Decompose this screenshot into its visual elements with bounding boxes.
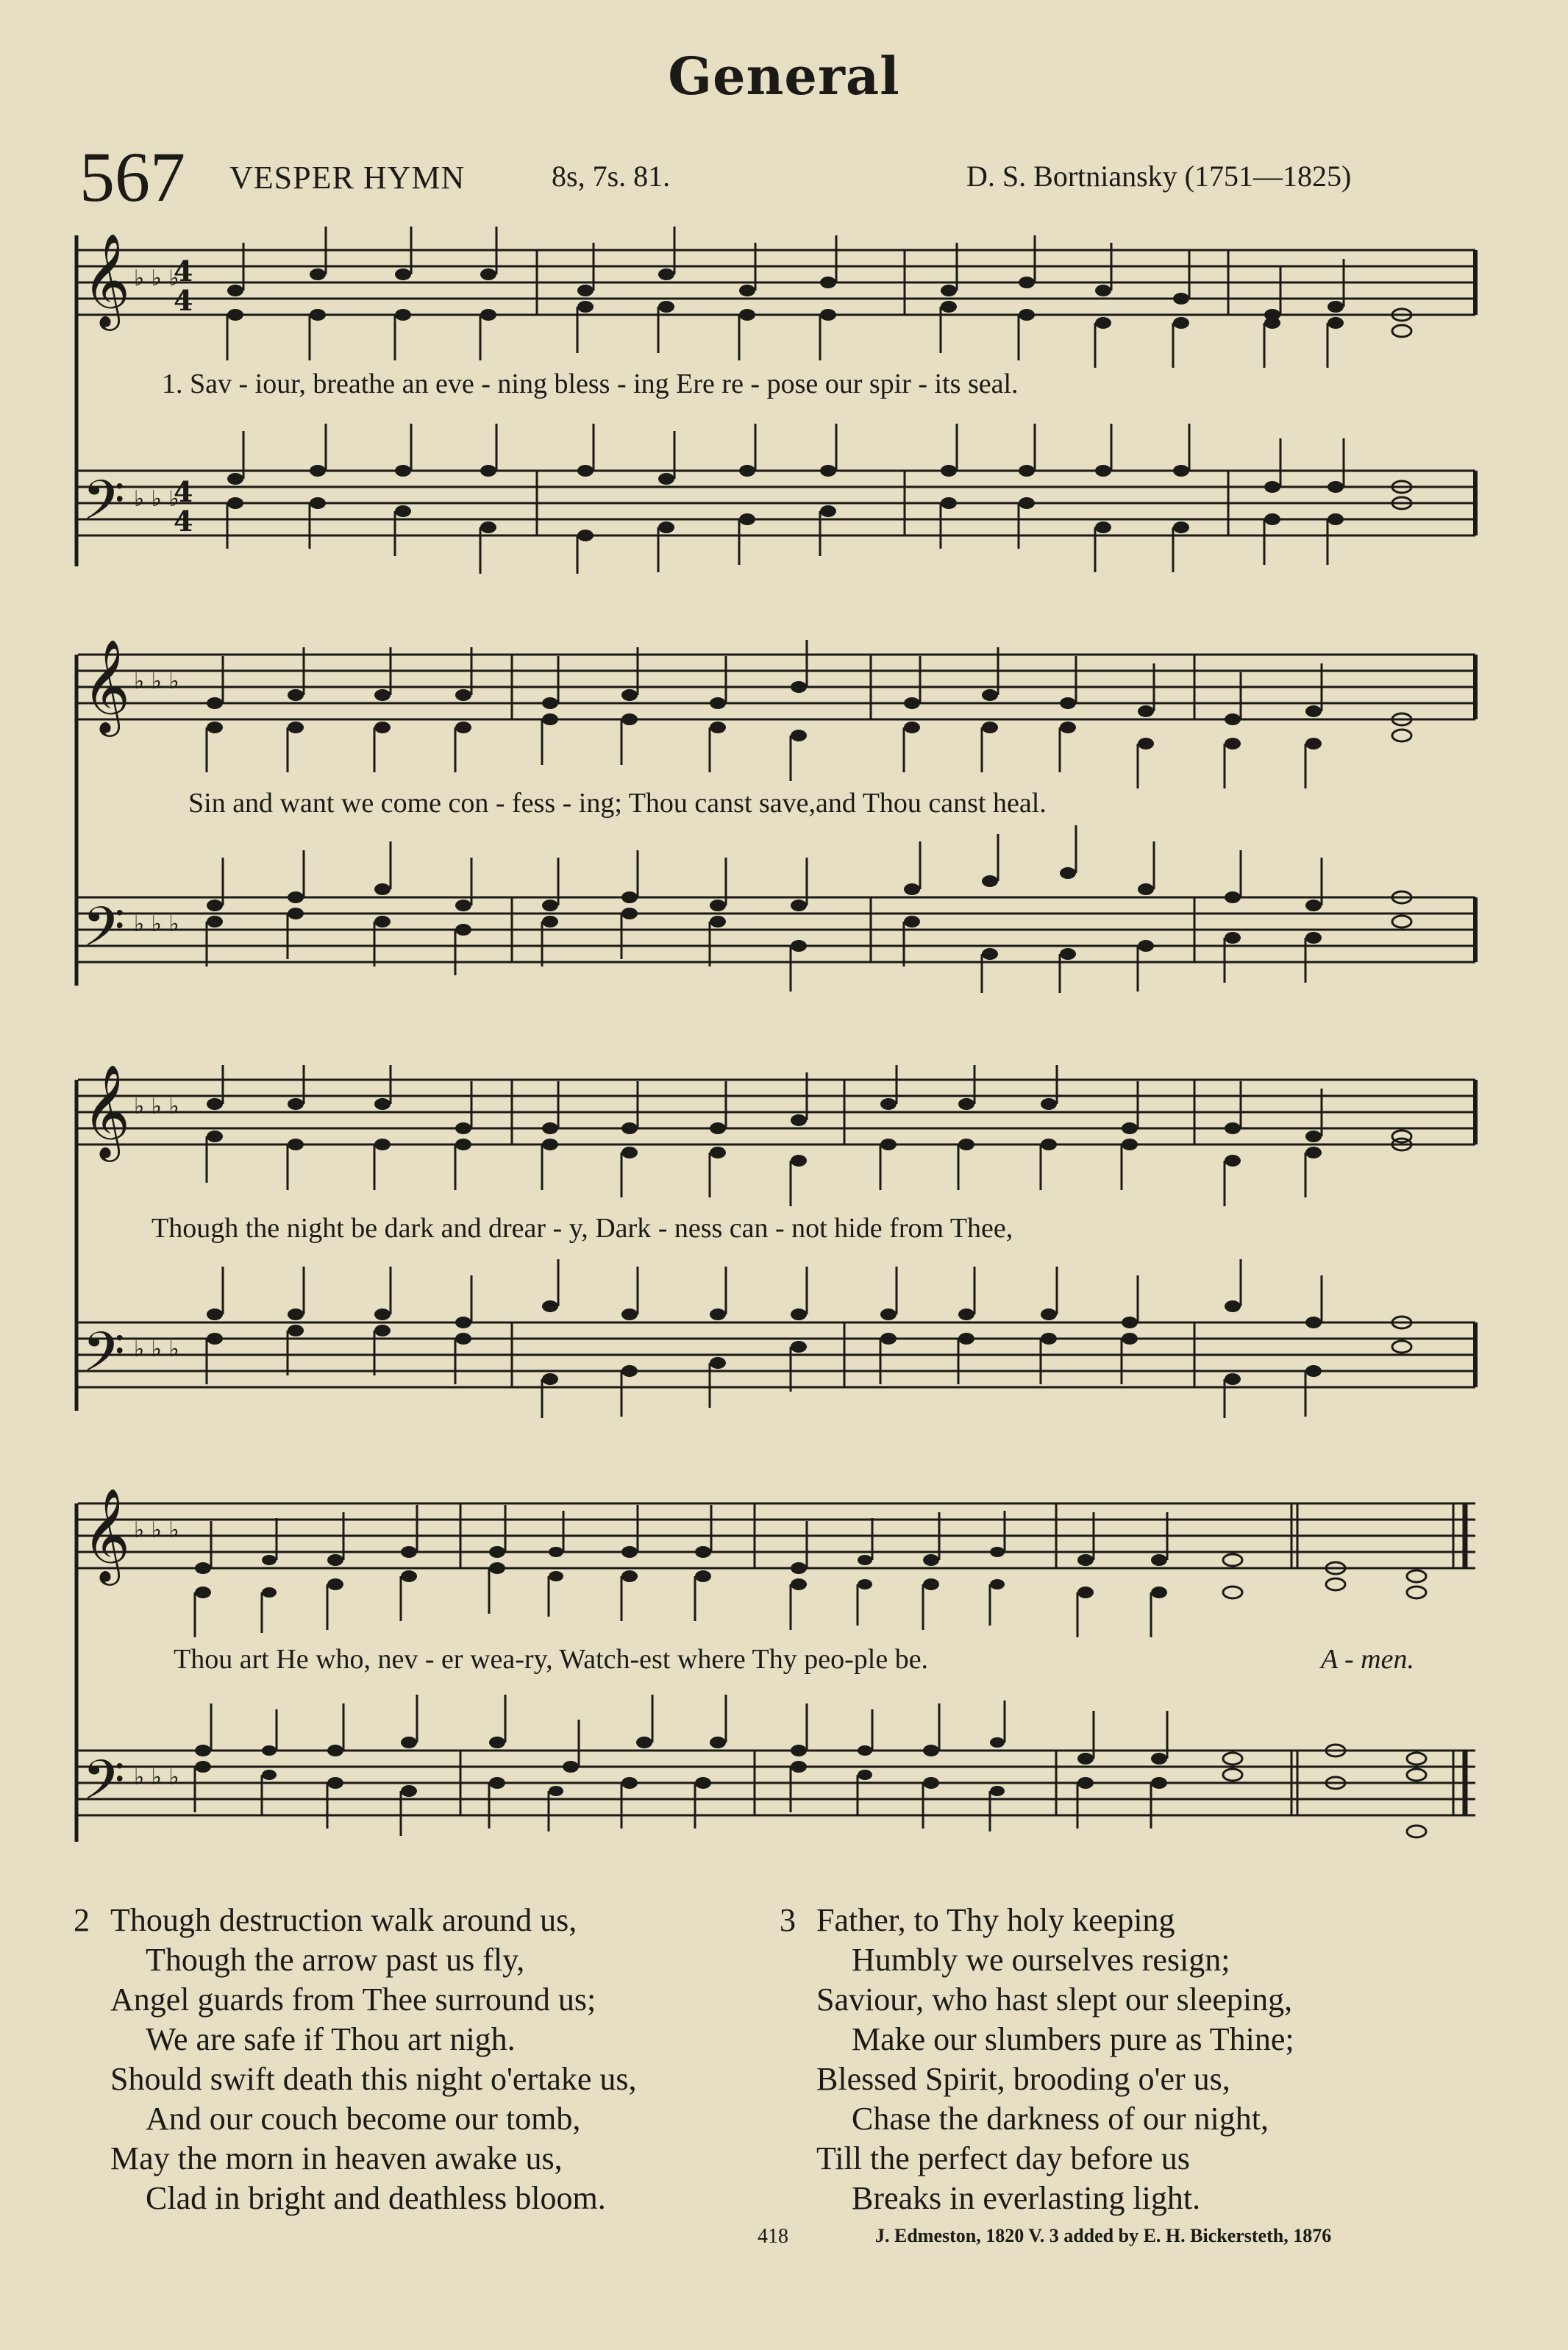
verse-3 [780,1901,1294,2218]
svg-text:♭ ♭ ♭: ♭ ♭ ♭ [134,1765,179,1790]
svg-text:𝄞: 𝄞 [82,640,131,733]
amen-lyric: A - men. [1321,1644,1414,1675]
lyric-line-3: Though the night be dark and drear - y, Dark - ness can - not hide from Thee, [152,1213,1013,1244]
svg-text:♭ ♭ ♭: ♭ ♭ ♭ [134,1336,179,1362]
svg-text:𝄞: 𝄞 [82,1489,131,1581]
svg-text:♭ ♭ ♭: ♭ ♭ ♭ [134,669,179,694]
verse-line: May the morn in heaven awake us, [110,2140,563,2176]
verse-line: Till the perfect day before us [816,2140,1190,2176]
verse-line: Angel guards from Thee surround us; [110,1982,596,2018]
page-number: 418 [758,2225,788,2248]
section-title: General [668,46,900,107]
verse-line: Humbly we ourselves resign; [852,1942,1230,1978]
svg-text:♭ ♭ ♭: ♭ ♭ ♭ [134,911,179,937]
music-system-2 [71,640,1481,993]
svg-text:♭ ♭ ♭: ♭ ♭ ♭ [134,266,179,291]
svg-text:♭ ♭ ♭: ♭ ♭ ♭ [134,1517,179,1543]
lyric-line-4: Thou art He who, nev - er wea-ry, Watch-est where Thy peo-ple be. [174,1644,929,1675]
verse-line: Blessed Spirit, brooding o'er us, [816,2061,1230,2097]
lyric-line-2: Sin and want we come con - fess - ing; Thou canst save,and Thou canst heal. [188,788,1047,819]
svg-text:4: 4 [174,284,193,317]
verse-line: Saviour, who hast slept our sleeping, [816,1982,1293,2018]
text-attribution: J. Edmeston, 1820 V. 3 added by E. H. Bickersteth, 1876 [875,2225,1332,2246]
svg-text:♭ ♭ ♭: ♭ ♭ ♭ [134,486,179,512]
svg-text:𝄞: 𝄞 [82,1065,131,1158]
tune-name: VESPER HYMN [229,160,466,196]
svg-text:𝄞: 𝄞 [82,232,131,327]
svg-text:𝄢: 𝄢 [82,469,125,546]
verse-line: Though destruction walk around us, [110,1902,577,1938]
verse-line: Clad in bright and deathless bloom. [146,2180,606,2216]
verse-number: 2 [74,1902,90,1938]
svg-text:𝄢: 𝄢 [82,895,125,972]
verse-line: Make our slumbers pure as Thine; [852,2021,1294,2057]
composer: D. S. Bortniansky (1751—1825) [966,160,1352,193]
svg-text:𝄢: 𝄢 [82,1748,125,1826]
svg-text:𝄢: 𝄢 [82,1320,125,1397]
music-system-3 [71,1065,1481,1418]
verse-line: Chase the darkness of our night, [852,2101,1269,2137]
verse-number: 3 [780,1902,796,1938]
meter: 8s, 7s. 81. [552,160,671,193]
svg-text:4: 4 [174,505,193,538]
verse-line: Breaks in everlasting light. [852,2180,1201,2216]
verse-line: We are safe if Thou art nigh. [146,2021,516,2057]
lyric-line-1: 1. Sav - iour, breathe an eve - ning bless - ing Ere re - pose our spir - its seal. [162,368,1019,399]
verse-line: Though the arrow past us fly, [146,1942,525,1978]
music-system-1 [71,221,1481,574]
verse-line: And our couch become our tomb, [146,2101,581,2137]
verse-2 [74,1901,637,2218]
svg-text:4: 4 [174,254,193,288]
svg-text:♭ ♭ ♭: ♭ ♭ ♭ [134,1094,179,1119]
svg-text:4: 4 [174,475,193,508]
verse-line: Should swift death this night o'ertake us, [110,2061,637,2097]
verse-line: Father, to Thy holy keeping [816,1902,1175,1938]
hymn-number: 567 [79,138,185,216]
hymn-header [0,138,1568,216]
music-system-4 [71,1489,1481,1856]
